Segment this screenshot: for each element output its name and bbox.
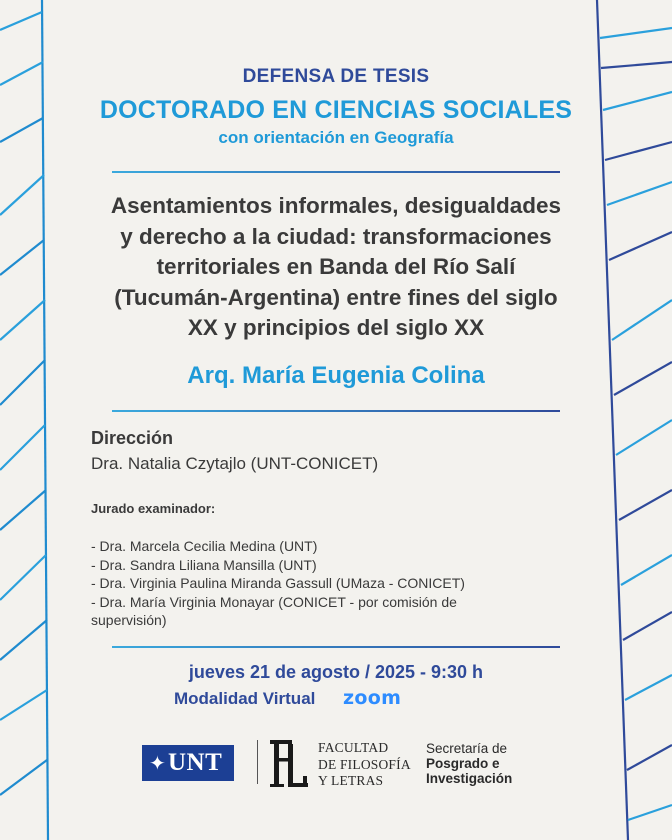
thesis-title-line: (Tucumán-Argentina) entre fines del siglo [114,284,558,310]
jury-list [91,537,561,630]
unt-logo [142,745,234,781]
faculty-name-line: DE FILOSOFÍA [318,756,411,772]
unt-logo-text: UNT [168,749,223,776]
faculty-name-line: FACULTAD [318,740,389,755]
secretariat-name-line: Secretaría de [426,741,508,756]
divider-top [112,171,560,173]
jury-member: - Dra. María Virginia Monayar (CONICET - por comisión de [91,593,457,610]
zoom-logo: zoom [343,687,402,709]
jury-member: supervisión) [91,612,167,628]
secretariat-name-line: Investigación [426,771,513,786]
thesis-author: Arq. María Eugenia Colina [187,362,485,389]
jury-member: - Dra. Marcela Cecilia Medina (UNT) [91,538,318,554]
faculty-name-line: Y LETRAS [318,773,384,788]
faculty-name [318,740,411,790]
star-icon: ✦ [149,753,166,775]
jury-label: Jurado examinador: [91,501,216,516]
jury-member: - Dra. Sandra Liliana Mansilla (UNT) [91,556,317,573]
thesis-title [70,191,602,344]
event-kicker: DEFENSA DE TESIS [242,66,430,87]
divider-middle [112,410,560,412]
event-date-time: jueves 21 de agosto / 2025 - 9:30 h [188,662,484,682]
program-title: DOCTORADO EN CIENCIAS SOCIALES [99,96,573,124]
program-orientation: con orientación en Geografía [218,128,454,147]
thesis-title-line: territoriales en Banda del Río Salí [156,254,516,279]
divider-bottom [112,646,560,648]
thesis-title-line: XX y principios del siglo XX [187,315,485,340]
direction-name: Dra. Natalia Czytajlo (UNT-CONICET) [91,454,379,473]
secretariat-name [426,741,512,786]
thesis-title-line: Asentamientos informales, desigualdades [110,193,562,218]
thesis-title-line: y derecho a la ciudad: transformaciones [120,223,552,249]
faculty-logo-mark [268,738,310,790]
direction-label: Dirección [91,428,174,448]
logo-separator [257,740,258,784]
event-modality: Modalidad Virtual [174,689,316,708]
secretariat-name-line: Posgrado e [426,756,500,771]
jury-member: - Dra. Virginia Paulina Miranda Gassull (UMaza - CONICET) [91,575,465,591]
